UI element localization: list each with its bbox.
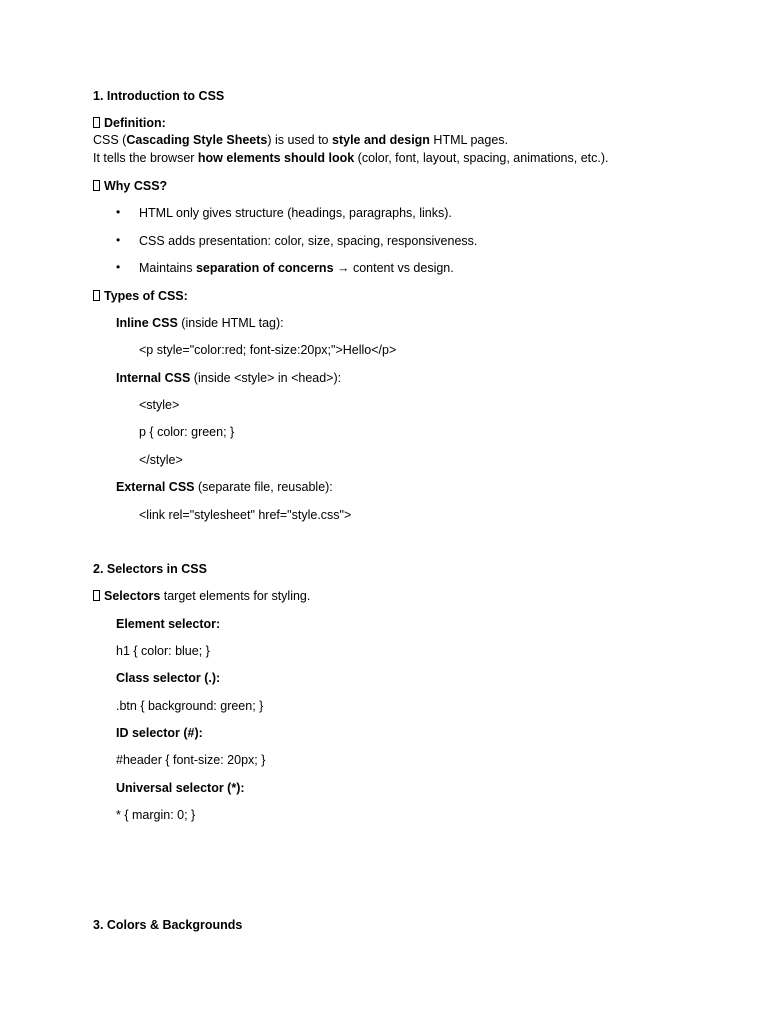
external-css-item bbox=[116, 479, 333, 495]
selector-code: h1 { color: blue; } bbox=[116, 644, 210, 658]
bullet-icon: • bbox=[116, 205, 121, 219]
section-heading-selectors: 2. Selectors in CSS bbox=[93, 562, 207, 576]
section-heading-colors: 3. Colors & Backgrounds bbox=[93, 918, 243, 932]
definition-label: Definition: bbox=[104, 116, 166, 130]
internal-css-desc: (inside <style> in <head>): bbox=[190, 371, 342, 385]
inline-css-desc: (inside HTML tag): bbox=[177, 316, 284, 330]
code-line: <p style="color:red; font-size:20px;">Hello</p> bbox=[139, 343, 397, 357]
text-run: → content vs design. bbox=[333, 261, 454, 275]
text-run: It tells the browser bbox=[93, 151, 198, 165]
selector-label: Universal selector (*): bbox=[116, 781, 245, 795]
definition-line-2 bbox=[93, 150, 608, 166]
bullet-icon: • bbox=[116, 260, 121, 274]
text-run: CSS ( bbox=[93, 133, 127, 147]
selectors-intro bbox=[93, 588, 310, 604]
internal-css-item bbox=[116, 370, 341, 386]
selector-label: Class selector (.): bbox=[116, 671, 221, 685]
text-run: HTML pages. bbox=[429, 133, 508, 147]
types-css-heading bbox=[93, 288, 188, 304]
definition-line-1 bbox=[93, 132, 508, 148]
definition-heading bbox=[93, 115, 166, 131]
selector-label: ID selector (#): bbox=[116, 726, 203, 740]
selector-code: .btn { background: green; } bbox=[116, 699, 264, 713]
inline-css-item bbox=[116, 315, 284, 331]
list-item: HTML only gives structure (headings, paragraphs, links). bbox=[139, 206, 452, 220]
external-css-label: External CSS bbox=[116, 480, 195, 494]
text-run-bold: Cascading Style Sheets bbox=[126, 133, 268, 147]
code-line: p { color: green; } bbox=[139, 425, 235, 439]
code-line: <link rel="stylesheet" href="style.css"> bbox=[139, 508, 352, 522]
text-run: (color, font, layout, spacing, animations, etc.). bbox=[354, 151, 609, 165]
selector-code: * { margin: 0; } bbox=[116, 808, 196, 822]
code-line: <style> bbox=[139, 398, 180, 412]
checkbox-glyph-icon bbox=[93, 117, 100, 128]
text-run: target elements for styling. bbox=[160, 589, 311, 603]
why-css-heading bbox=[93, 178, 167, 194]
text-run-bold: Selectors bbox=[104, 589, 161, 603]
bullet-icon: • bbox=[116, 233, 121, 247]
text-run: Maintains bbox=[139, 261, 196, 275]
checkbox-glyph-icon bbox=[93, 590, 100, 601]
text-run-bold: how elements should look bbox=[197, 151, 355, 165]
internal-css-label: Internal CSS bbox=[116, 371, 191, 385]
selector-code: #header { font-size: 20px; } bbox=[116, 753, 266, 767]
checkbox-glyph-icon bbox=[93, 180, 100, 191]
section-heading-intro: 1. Introduction to CSS bbox=[93, 89, 225, 103]
list-item: CSS adds presentation: color, size, spacing, responsiveness. bbox=[139, 234, 478, 248]
text-run-bold: separation of concerns bbox=[195, 261, 334, 275]
code-line: </style> bbox=[139, 453, 183, 467]
list-item bbox=[139, 260, 454, 276]
text-run-bold: style and design bbox=[332, 133, 430, 147]
types-css-label: Types of CSS: bbox=[104, 289, 188, 303]
external-css-desc: (separate file, reusable): bbox=[194, 480, 333, 494]
inline-css-label: Inline CSS bbox=[116, 316, 178, 330]
checkbox-glyph-icon bbox=[93, 290, 100, 301]
selector-label: Element selector: bbox=[116, 617, 221, 631]
why-css-label: Why CSS? bbox=[104, 179, 168, 193]
text-run: ) is used to bbox=[267, 133, 332, 147]
